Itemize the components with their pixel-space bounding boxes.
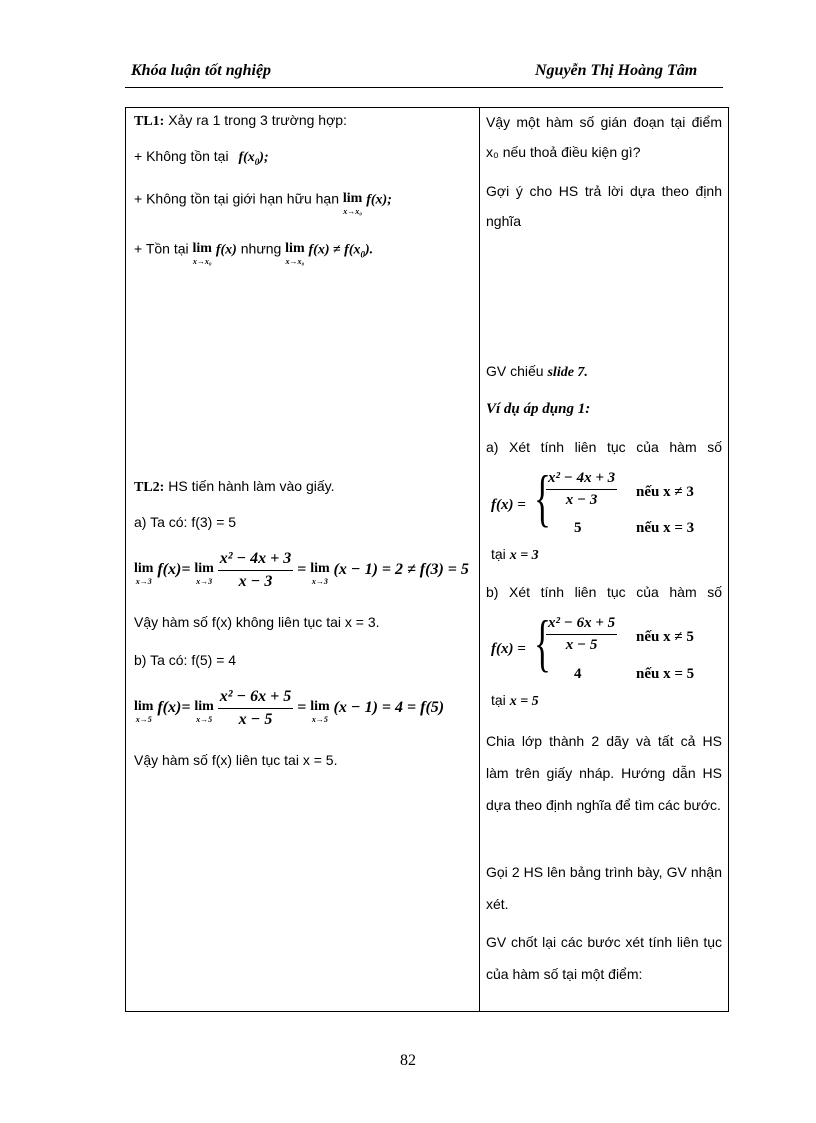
part-b-conclusion: Vậy hàm số f(x) liên tục tai x = 5. xyxy=(134,752,338,768)
case3-line: + Tồn tại lim x→x₀ f(x) nhưng lim x→x₀ $f(x) \ne f(x_0)$. xyxy=(134,240,374,266)
page-number: 82 xyxy=(400,1052,416,1069)
call-students: Gọi 2 HS lên bảng trình bày, GV nhận xét. xyxy=(486,864,722,912)
case2-text: + Không tồn tại giới hạn hữu hạn xyxy=(134,190,339,207)
part-a-given: a) Ta có: f(3) = 5 xyxy=(134,514,237,530)
tl1-line xyxy=(134,112,347,130)
tl2-text: HS tiến hành làm vào giấy. xyxy=(168,478,335,494)
part-a-conclusion: Vậy hàm số f(x) không liên tục tai x = 3. xyxy=(134,614,380,630)
header-rule xyxy=(125,87,723,88)
case3-mid: nhưng xyxy=(240,240,282,257)
question-text: Vậy một hàm số gián đoạn tại điểm x₀ nếu thoả điều kiện gì? xyxy=(486,114,722,160)
brace-symbol: { xyxy=(534,607,551,678)
header-right-author: Nguyễn Thị Hoàng Tâm xyxy=(535,62,698,79)
hint-text: Gợi ý cho HS trả lời dựa theo định nghĩa xyxy=(486,183,722,229)
tl2-line xyxy=(134,478,335,496)
case1-math: f(x xyxy=(238,150,255,165)
part-b-limit: lim x→5 f(x)= lim x→5 $\frac{\text{x² − 6x + 5}}{x - 5}$ = lim x→5 (x − 1) = 4 = f(5) xyxy=(134,688,445,728)
example-title: Ví dụ áp dụng 1: xyxy=(486,401,591,417)
case3-text: + Tồn tại xyxy=(134,240,189,257)
lim-symbol: lim x→5 xyxy=(194,699,214,725)
tl2-label: TL2: xyxy=(134,480,165,495)
lim-symbol: lim x→3 xyxy=(134,561,154,587)
group-instructions: Chia lớp thành 2 dãy và tất cả HS làm trên giấy nháp. Hướng dẫn HS dựa theo định nghĩa để tìm các bước. xyxy=(486,733,722,813)
fraction: $\frac{\text{x² − 4x + 3}}{x - 3}$ xyxy=(548,470,616,508)
tl1-label: TL1: xyxy=(134,114,165,129)
example-b-at: tại x = 5 xyxy=(491,692,539,709)
fraction: $\frac{\text{x² − 6x + 5}}{x - 5}$ xyxy=(548,615,616,653)
slide-name: slide 7. xyxy=(547,365,588,380)
case3-math2: f(x) ≠ f(x xyxy=(308,242,361,258)
case1-text: + Không tồn tại xyxy=(134,148,229,164)
case1-line: + Không tồn tại $f(x_0)$; xyxy=(134,148,269,167)
lim-symbol: lim x→5 xyxy=(134,699,154,725)
case2-math: f(x); xyxy=(366,192,392,208)
fraction: $\frac{\text{x² − 4x + 3}}{x - 3}$ xyxy=(219,550,292,590)
fraction: $\frac{\text{x² − 6x + 5}}{x - 5}$ xyxy=(219,688,292,728)
part-a-limit: lim x→3 f(x)= lim x→3 $\frac{\text{x² − 4x + 3}}{x - 3}$ = lim x→3 (x − 1) = 2 ≠ f(3) = 5 xyxy=(134,550,469,590)
header-left-title: Khóa luận tốt nghiệp xyxy=(131,62,272,79)
example-a-task: a) Xét tính liên tục của hàm số xyxy=(486,439,722,455)
lesson-table: TL1: Xảy ra 1 trong 3 trường hợp: + Không tồn tại $f(x_0)$; + Không tồn tại giới hạn hữu hạn lim x→x₀ f(x); + Tồn tại lim x→x₀ f(x) nhưng lim x→x₀ $f(x) \ne f(x_0)$. TL2: HS tiến hành làm vào giấy. a) Ta có: f(3) = 5 lim x→3 f(x)= lim x→3 $\frac{\text{x² − 4x + 3}}{x - 3}$ = lim x→3 (x − 1) = 2 ≠ f(3) = 5 Vậy hàm số f(x) không liên tục tai x = 3. b) Ta có: f(5) = 4 lim x→5 f(x)= lim x→5 $\frac{\text{x² − 6x + 5}}{x - 5}$ = lim x→5 (x − 1) = 4 = f(5) Vậy hàm số f(x) liên tục tai x = 5. Vậy một hàm số gián đoạn tại điểm x₀ nếu thoả điều kiện gì? Gợi ý cho HS trả lời dựa theo định nghĩa GV chiếu slide 7. Ví dụ áp dụng 1: a) Xét tính liên tục của hàm số f(x) = { $\frac{\text{x² − 4x + 3}}{x - 3}$ nếu x ≠ 3 5 nếu x = 3 tại x = 3 b) Xét tính liên tục của hàm số f(x) = { $\frac{\text{x² − 6x + 5}}{x - 5}$ nếu x ≠ 5 4 nếu x = 5 tại x = 5 Chia lớp thành 2 dãy và tất cả HS làm trên giấy nháp. Hướng dẫn HS dựa theo định nghĩa để tìm các bước. Gọi 2 HS lên bảng trình bày, GV nhận xét. GV chốt lại các bước xét tính liên tục của hàm số tại một điểm: xyxy=(125,107,729,1012)
lim-symbol: lim x→x₀ xyxy=(342,191,363,216)
part-b-given: b) Ta có: f(5) = 4 xyxy=(134,652,237,668)
lim-symbol: lim x→5 xyxy=(310,699,330,725)
slide-line: GV chiếu slide 7. xyxy=(486,363,588,380)
wrap-up-text: GV chốt lại các bước xét tính liên tục của hàm số tại một điểm: xyxy=(486,934,722,982)
lim-symbol: lim x→x₀ xyxy=(285,241,305,266)
brace-symbol: { xyxy=(534,462,551,533)
case3-math1: f(x) xyxy=(215,242,237,258)
lim-symbol: lim x→3 xyxy=(194,561,214,587)
example-b-task: b) Xét tính liên tục của hàm số xyxy=(486,584,722,600)
tl1-text: Xảy ra 1 trong 3 trường hợp: xyxy=(168,112,347,128)
lim-symbol: lim x→3 xyxy=(310,561,330,587)
example-a-at: tại x = 3 xyxy=(491,546,539,563)
case2-line xyxy=(134,188,392,216)
column-divider xyxy=(479,108,480,1011)
lim-symbol: lim x→x₀ xyxy=(192,241,212,266)
